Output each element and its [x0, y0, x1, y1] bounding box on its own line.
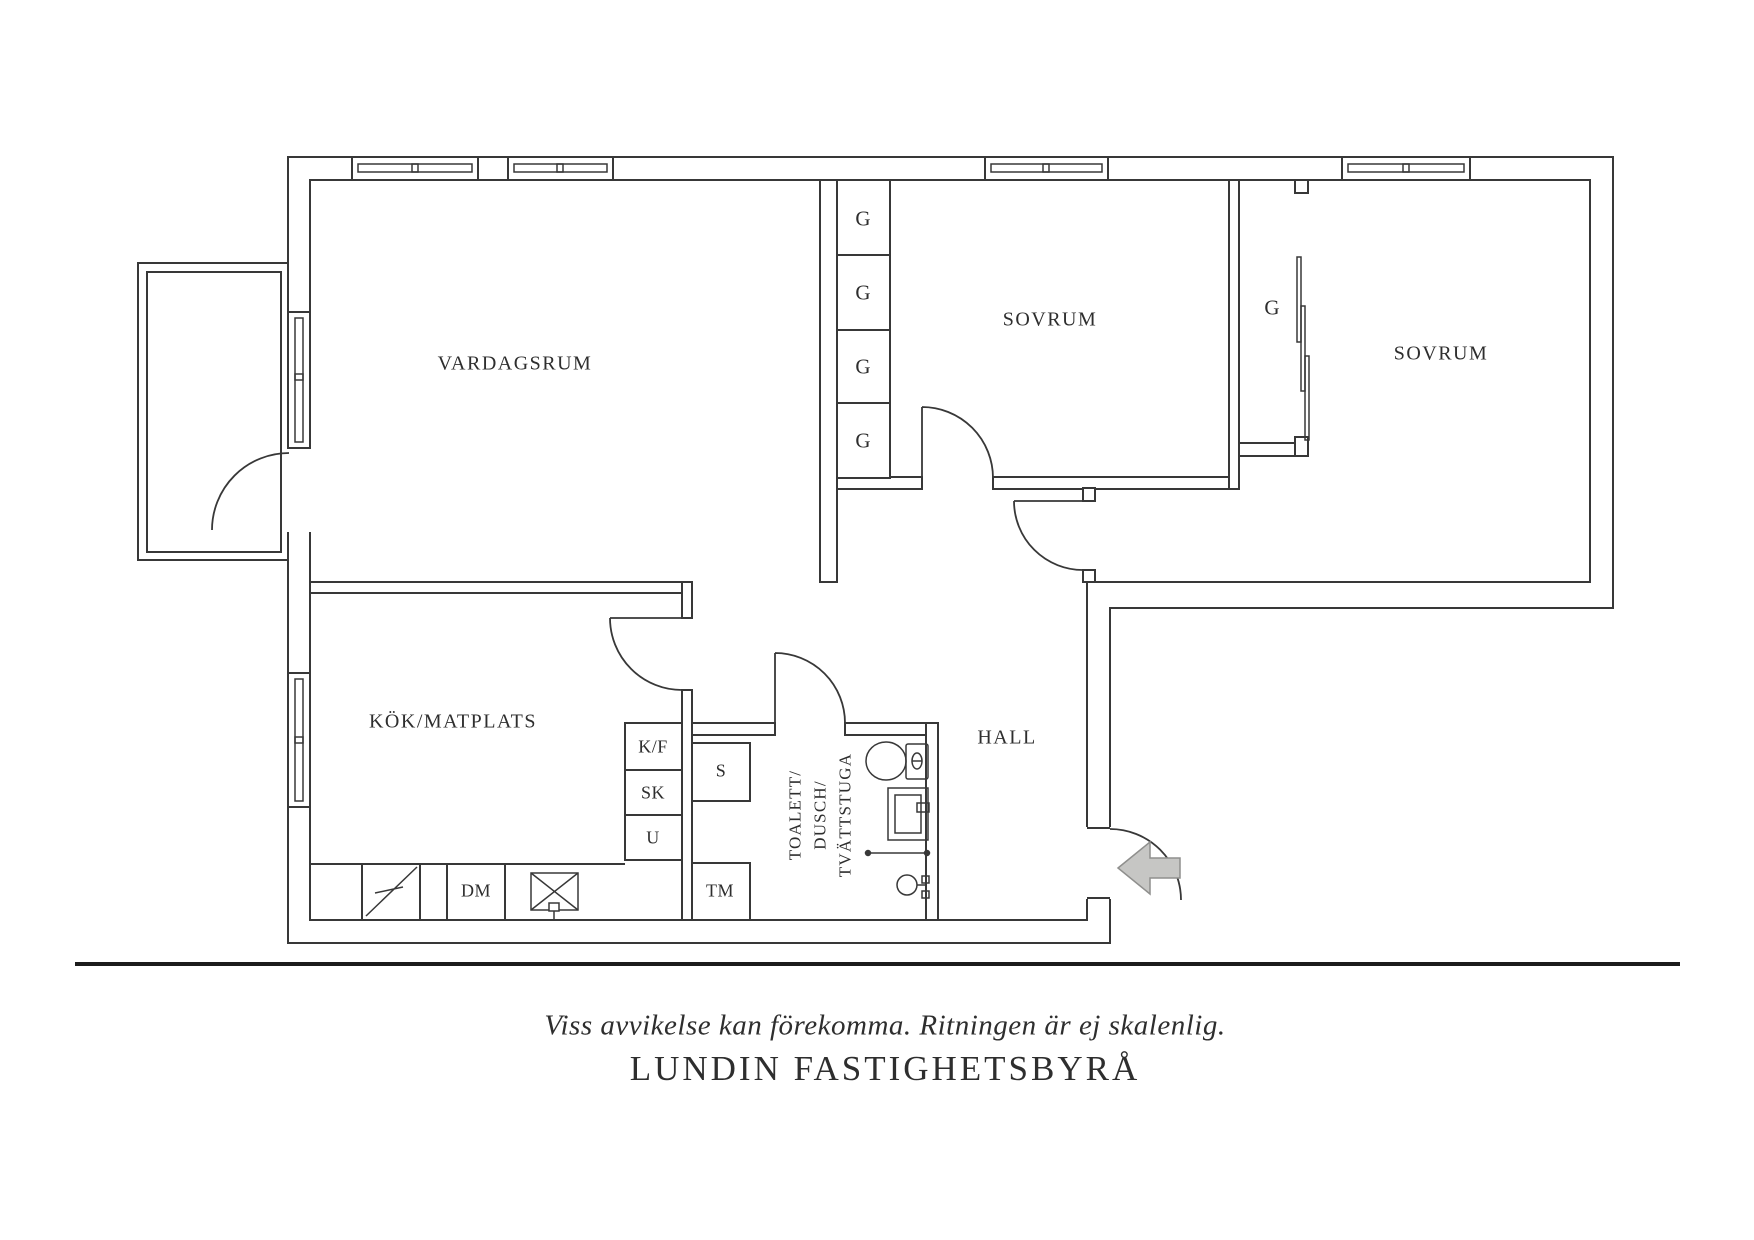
towel-rail — [866, 851, 930, 856]
kitchen-fixtures — [310, 723, 682, 920]
wardrobe-label-2: G — [855, 280, 871, 305]
bedroom1-door — [922, 407, 993, 478]
window-balcony — [288, 312, 310, 448]
appliance-label-oven: U — [646, 827, 660, 848]
closet-sliding-doors — [1297, 257, 1309, 440]
bathroom-sink — [888, 788, 929, 840]
window-living-1 — [352, 157, 478, 180]
room-label-hall: HALL — [977, 726, 1037, 749]
window-living-2 — [508, 157, 613, 180]
entrance-arrow-icon — [1118, 842, 1180, 894]
wardrobe-label-4: G — [855, 428, 871, 453]
room-label-bedroom1: SOVRUM — [1002, 308, 1098, 331]
kitchen-door — [610, 618, 682, 690]
bathroom-label-line3: TVÄTTSTUGA — [835, 752, 855, 878]
stove-symbol — [366, 867, 417, 916]
window-bedroom2 — [1342, 157, 1470, 180]
toilet — [866, 742, 928, 780]
wardrobe-label-1: G — [855, 206, 871, 231]
footer-brand: LUNDIN FASTIGHETSBYRÅ — [629, 1049, 1141, 1088]
room-label-living: VARDAGSRUM — [437, 352, 593, 375]
wall-openings — [285, 446, 1113, 899]
window-kitchen — [288, 673, 310, 807]
appliance-label-cleaning: S — [715, 760, 727, 781]
shower-mixer — [897, 875, 929, 898]
appliance-label-washer: TM — [706, 880, 734, 901]
window-bedroom1 — [985, 157, 1108, 180]
bathroom-door — [775, 653, 845, 723]
bedroom2-door — [1014, 501, 1083, 570]
bathroom-label-line1: TOALETT/ — [785, 769, 805, 861]
bathroom-fixtures — [866, 742, 930, 898]
appliance-label-dishwasher: DM — [460, 880, 492, 901]
wardrobe-label-3: G — [855, 354, 871, 379]
sink-symbol — [531, 873, 578, 920]
room-label-bathroom — [783, 753, 858, 877]
footer-rule — [75, 962, 1680, 966]
room-label-bedroom2: SOVRUM — [1393, 342, 1489, 365]
bathroom-label-line2: DUSCH/ — [810, 780, 830, 850]
footer-disclaimer: Viss avvikelse kan förekomma. Ritningen är ej skalenlig. — [544, 1009, 1226, 1042]
exterior-walls — [288, 157, 1613, 943]
wardrobe-label-bedroom2: G — [1264, 295, 1280, 320]
room-label-kitchen: KÖK/MATPLATS — [368, 710, 538, 733]
balcony-door — [212, 453, 289, 530]
appliance-label-fridge: K/F — [638, 736, 668, 757]
appliance-label-cupboard: SK — [640, 782, 666, 803]
